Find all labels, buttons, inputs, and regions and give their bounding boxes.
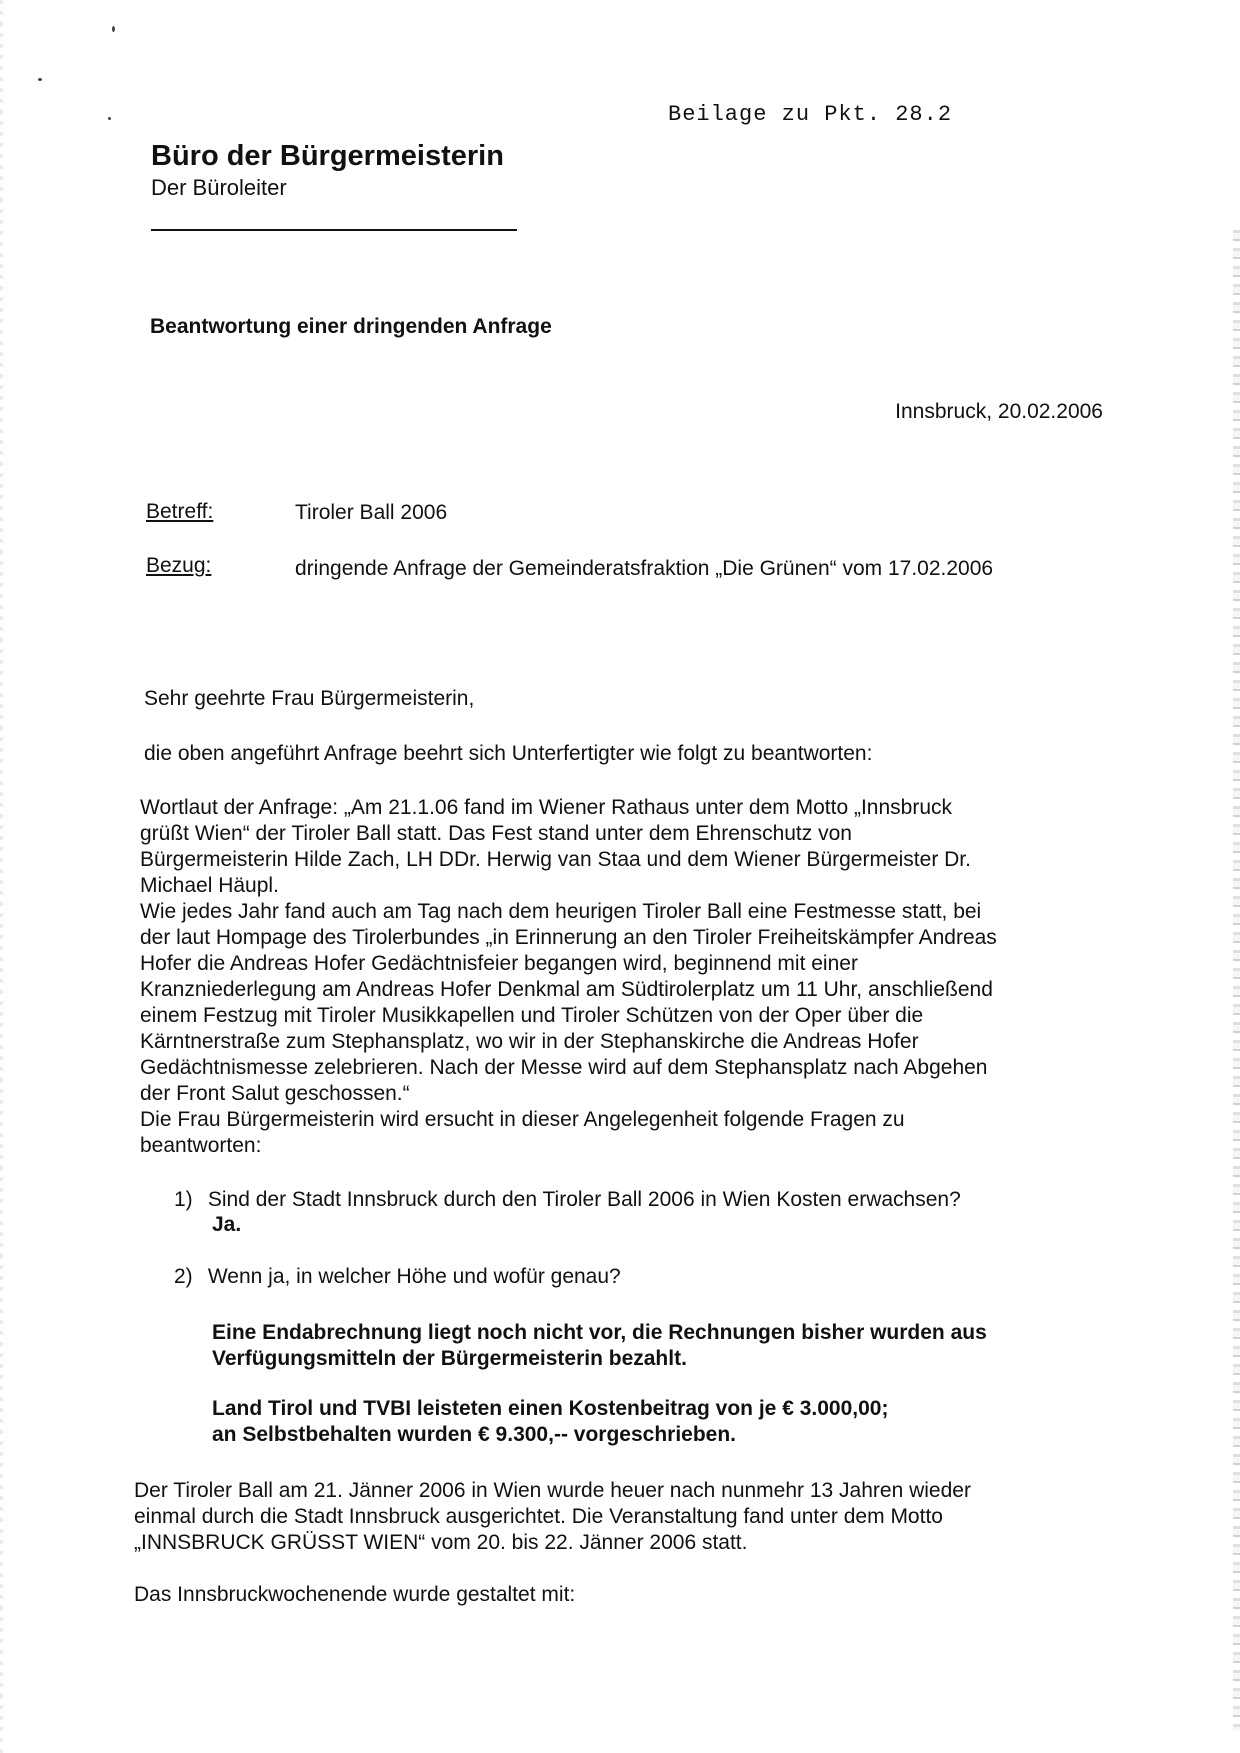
betreff-value: Tiroler Ball 2006 xyxy=(295,501,448,524)
text-line: Bürgermeisterin Hilde Zach, LH DDr. Herwig van Staa und dem Wiener Bürgermeister Dr. xyxy=(140,848,971,871)
text-line: Kranzniederlegung am Andreas Hofer Denkmal am Südtirolerplatz um 11 Uhr, anschließend xyxy=(140,978,993,1001)
bezug-label: Bezug: xyxy=(146,554,212,577)
header-rule xyxy=(151,229,517,231)
text-line: einmal durch die Stadt Innsbruck ausgerichtet. Die Veranstaltung fand unter dem Motto xyxy=(134,1505,943,1528)
betreff-label: Betreff: xyxy=(146,500,214,523)
question-text: Wenn ja, in welcher Höhe und wofür genau? xyxy=(207,1265,621,1288)
inquiry-text xyxy=(140,795,1100,1159)
text-line: Eine Endabrechnung liegt noch nicht vor, die Rechnungen bisher wurden aus xyxy=(212,1321,987,1344)
text-line: Kärntnerstraße zum Stephansplatz, wo wir in der Stephanskirche die Andreas Hofer xyxy=(140,1030,919,1053)
closing-paragraph xyxy=(134,1478,1094,1556)
text-line: Verfügungsmitteln der Bürgermeisterin bezahlt. xyxy=(212,1347,687,1370)
text-line: Die Frau Bürgermeisterin wird ersucht in dieser Angelegenheit folgende Fragen zu xyxy=(140,1108,905,1131)
scan-speck xyxy=(38,78,42,81)
attachment-reference: Beilage zu Pkt. 28.2 xyxy=(668,102,953,127)
document-subject: Beantwortung einer dringenden Anfrage xyxy=(150,315,552,338)
text-line: „INNSBRUCK GRÜSST WIEN“ vom 20. bis 22. Jänner 2006 statt. xyxy=(134,1531,748,1554)
text-line: Wie jedes Jahr fand auch am Tag nach dem heurigen Tiroler Ball eine Festmesse statt, bei xyxy=(140,900,982,923)
office-title: Büro der Bürgermeisterin xyxy=(151,140,504,172)
question-1 xyxy=(174,1187,961,1213)
intro-sentence: die oben angeführt Anfrage beehrt sich Unterfertigter wie folgt zu beantworten: xyxy=(144,742,873,765)
scan-edge-left xyxy=(0,0,3,1753)
text-line: Michael Häupl. xyxy=(140,874,279,897)
question-number: 1) xyxy=(174,1188,193,1211)
answer-1: Ja. xyxy=(212,1213,242,1236)
question-text: Sind der Stadt Innsbruck durch den Tiroler Ball 2006 in Wien Kosten erwachsen? xyxy=(207,1188,961,1211)
text-line: Hofer die Andreas Hofer Gedächtnisfeier begangen wird, beginnend mit einer xyxy=(140,952,858,975)
final-line: Das Innsbruckwochenende wurde gestaltet mit: xyxy=(134,1583,576,1606)
text-line: Gedächtnismesse zelebrieren. Nach der Messe wird auf dem Stephansplatz nach Abgehen xyxy=(140,1056,988,1079)
question-number: 2) xyxy=(174,1265,193,1288)
scan-speck xyxy=(112,26,115,32)
office-role: Der Büroleiter xyxy=(151,175,287,200)
place-date: Innsbruck, 20.02.2006 xyxy=(895,400,1103,423)
text-line: einem Festzug mit Tiroler Musikkapellen und Tiroler Schützen von der Oper über die xyxy=(140,1004,924,1027)
bezug-value: dringende Anfrage der Gemeinderatsfraktion „Die Grünen“ vom 17.02.2006 xyxy=(295,557,994,580)
scan-speck xyxy=(108,117,111,120)
text-line: grüßt Wien“ der Tiroler Ball statt. Das Fest stand unter dem Ehrenschutz von xyxy=(140,822,852,845)
scan-edge-right xyxy=(1233,230,1240,1730)
answer-2-part-b xyxy=(212,1396,1102,1448)
question-2 xyxy=(174,1264,621,1290)
text-line: Wortlaut der Anfrage: „Am 21.1.06 fand im Wiener Rathaus unter dem Motto „Innsbruck xyxy=(140,796,952,819)
text-line: der laut Hompage des Tirolerbundes „in Erinnerung an den Tiroler Freiheitskämpfer Andreas xyxy=(140,926,997,949)
text-line: an Selbstbehalten wurden € 9.300,-- vorgeschrieben. xyxy=(212,1423,736,1446)
text-line: Der Tiroler Ball am 21. Jänner 2006 in Wien wurde heuer nach nunmehr 13 Jahren wieder xyxy=(134,1479,971,1502)
text-line: Land Tirol und TVBI leisteten einen Kostenbeitrag von je € 3.000,00; xyxy=(212,1397,889,1420)
salutation: Sehr geehrte Frau Bürgermeisterin, xyxy=(144,687,475,710)
text-line: beantworten: xyxy=(140,1134,262,1157)
text-line: der Front Salut geschossen.“ xyxy=(140,1082,410,1105)
answer-2-part-a xyxy=(212,1320,1102,1372)
